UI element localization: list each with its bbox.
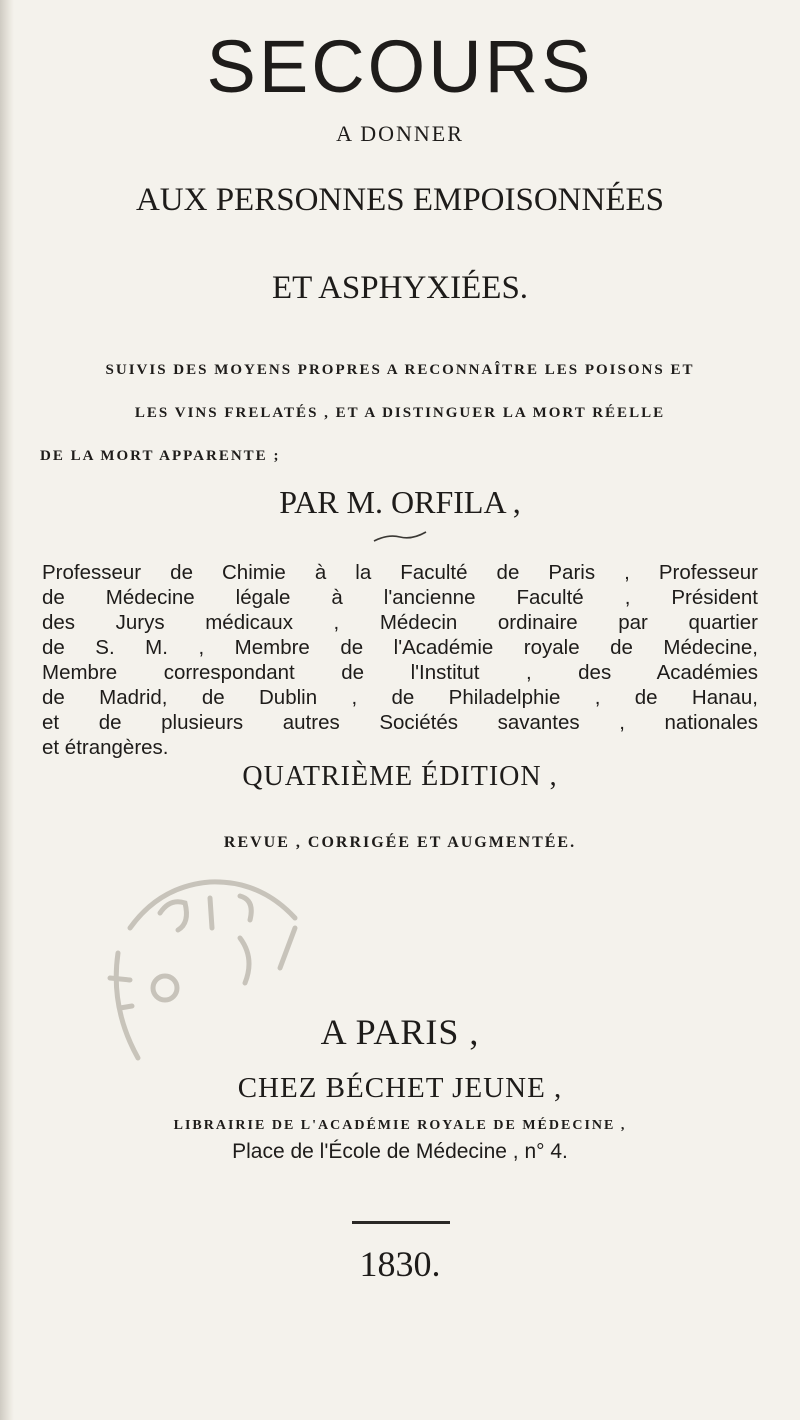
subtitle-personnes: AUX PERSONNES EMPOISONNÉES: [135, 182, 665, 218]
suivis-line-1: SUIVIS DES MOYENS PROPRES A RECONNAÎTRE LES POISONS ET: [105, 362, 695, 378]
book-title: SECOURS: [206, 25, 594, 108]
subtitle-asphyxiees: ET ASPHYXIÉES.: [271, 270, 529, 306]
author-line: PAR M. ORFILA ,: [279, 484, 521, 520]
revision-line: REVUE , CORRIGÉE ET AUGMENTÉE.: [223, 834, 577, 851]
imprint-bookshop: LIBRAIRIE DE L'ACADÉMIE ROYALE DE MÉDECINE ,: [173, 1118, 627, 1133]
imprint-city: A PARIS ,: [320, 1012, 480, 1052]
credentials-line: des Jurys médicaux , Médecin ordinaire par quartier: [42, 611, 758, 634]
credentials-line: Professeur de Chimie à la Faculté de Paris , Professeur: [42, 561, 758, 584]
author-credentials: [42, 560, 758, 760]
library-stamp-icon: [90, 868, 350, 1088]
imprint-address: Place de l'École de Médecine , n° 4.: [232, 1140, 568, 1163]
credentials-line: et étrangères.: [42, 736, 169, 759]
credentials-line: de Madrid, de Dublin , de Philadelphie , de Hanau,: [42, 686, 758, 709]
credentials-line: Membre correspondant de l'Institut , des Académies: [42, 661, 758, 684]
divider-rule: [352, 1221, 450, 1224]
suivis-line-3: DE LA MORT APPARENTE ;: [40, 448, 281, 464]
credentials-line: et de plusieurs autres Sociétés savantes , nationales: [42, 711, 758, 734]
subtitle-a-donner: A DONNER: [336, 121, 464, 146]
credentials-line: de S. M. , Membre de l'Académie royale de Médecine,: [42, 636, 758, 659]
suivis-line-2: LES VINS FRELATÉS , ET A DISTINGUER LA MORT RÉELLE: [134, 405, 666, 421]
credentials-line: de Médecine légale à l'ancienne Faculté , Président: [42, 586, 758, 609]
imprint-publisher: CHEZ BÉCHET JEUNE ,: [237, 1072, 563, 1104]
edition-line: QUATRIÈME ÉDITION ,: [242, 761, 558, 792]
publication-year: 1830.: [359, 1244, 441, 1284]
swash-ornament: [370, 530, 430, 544]
